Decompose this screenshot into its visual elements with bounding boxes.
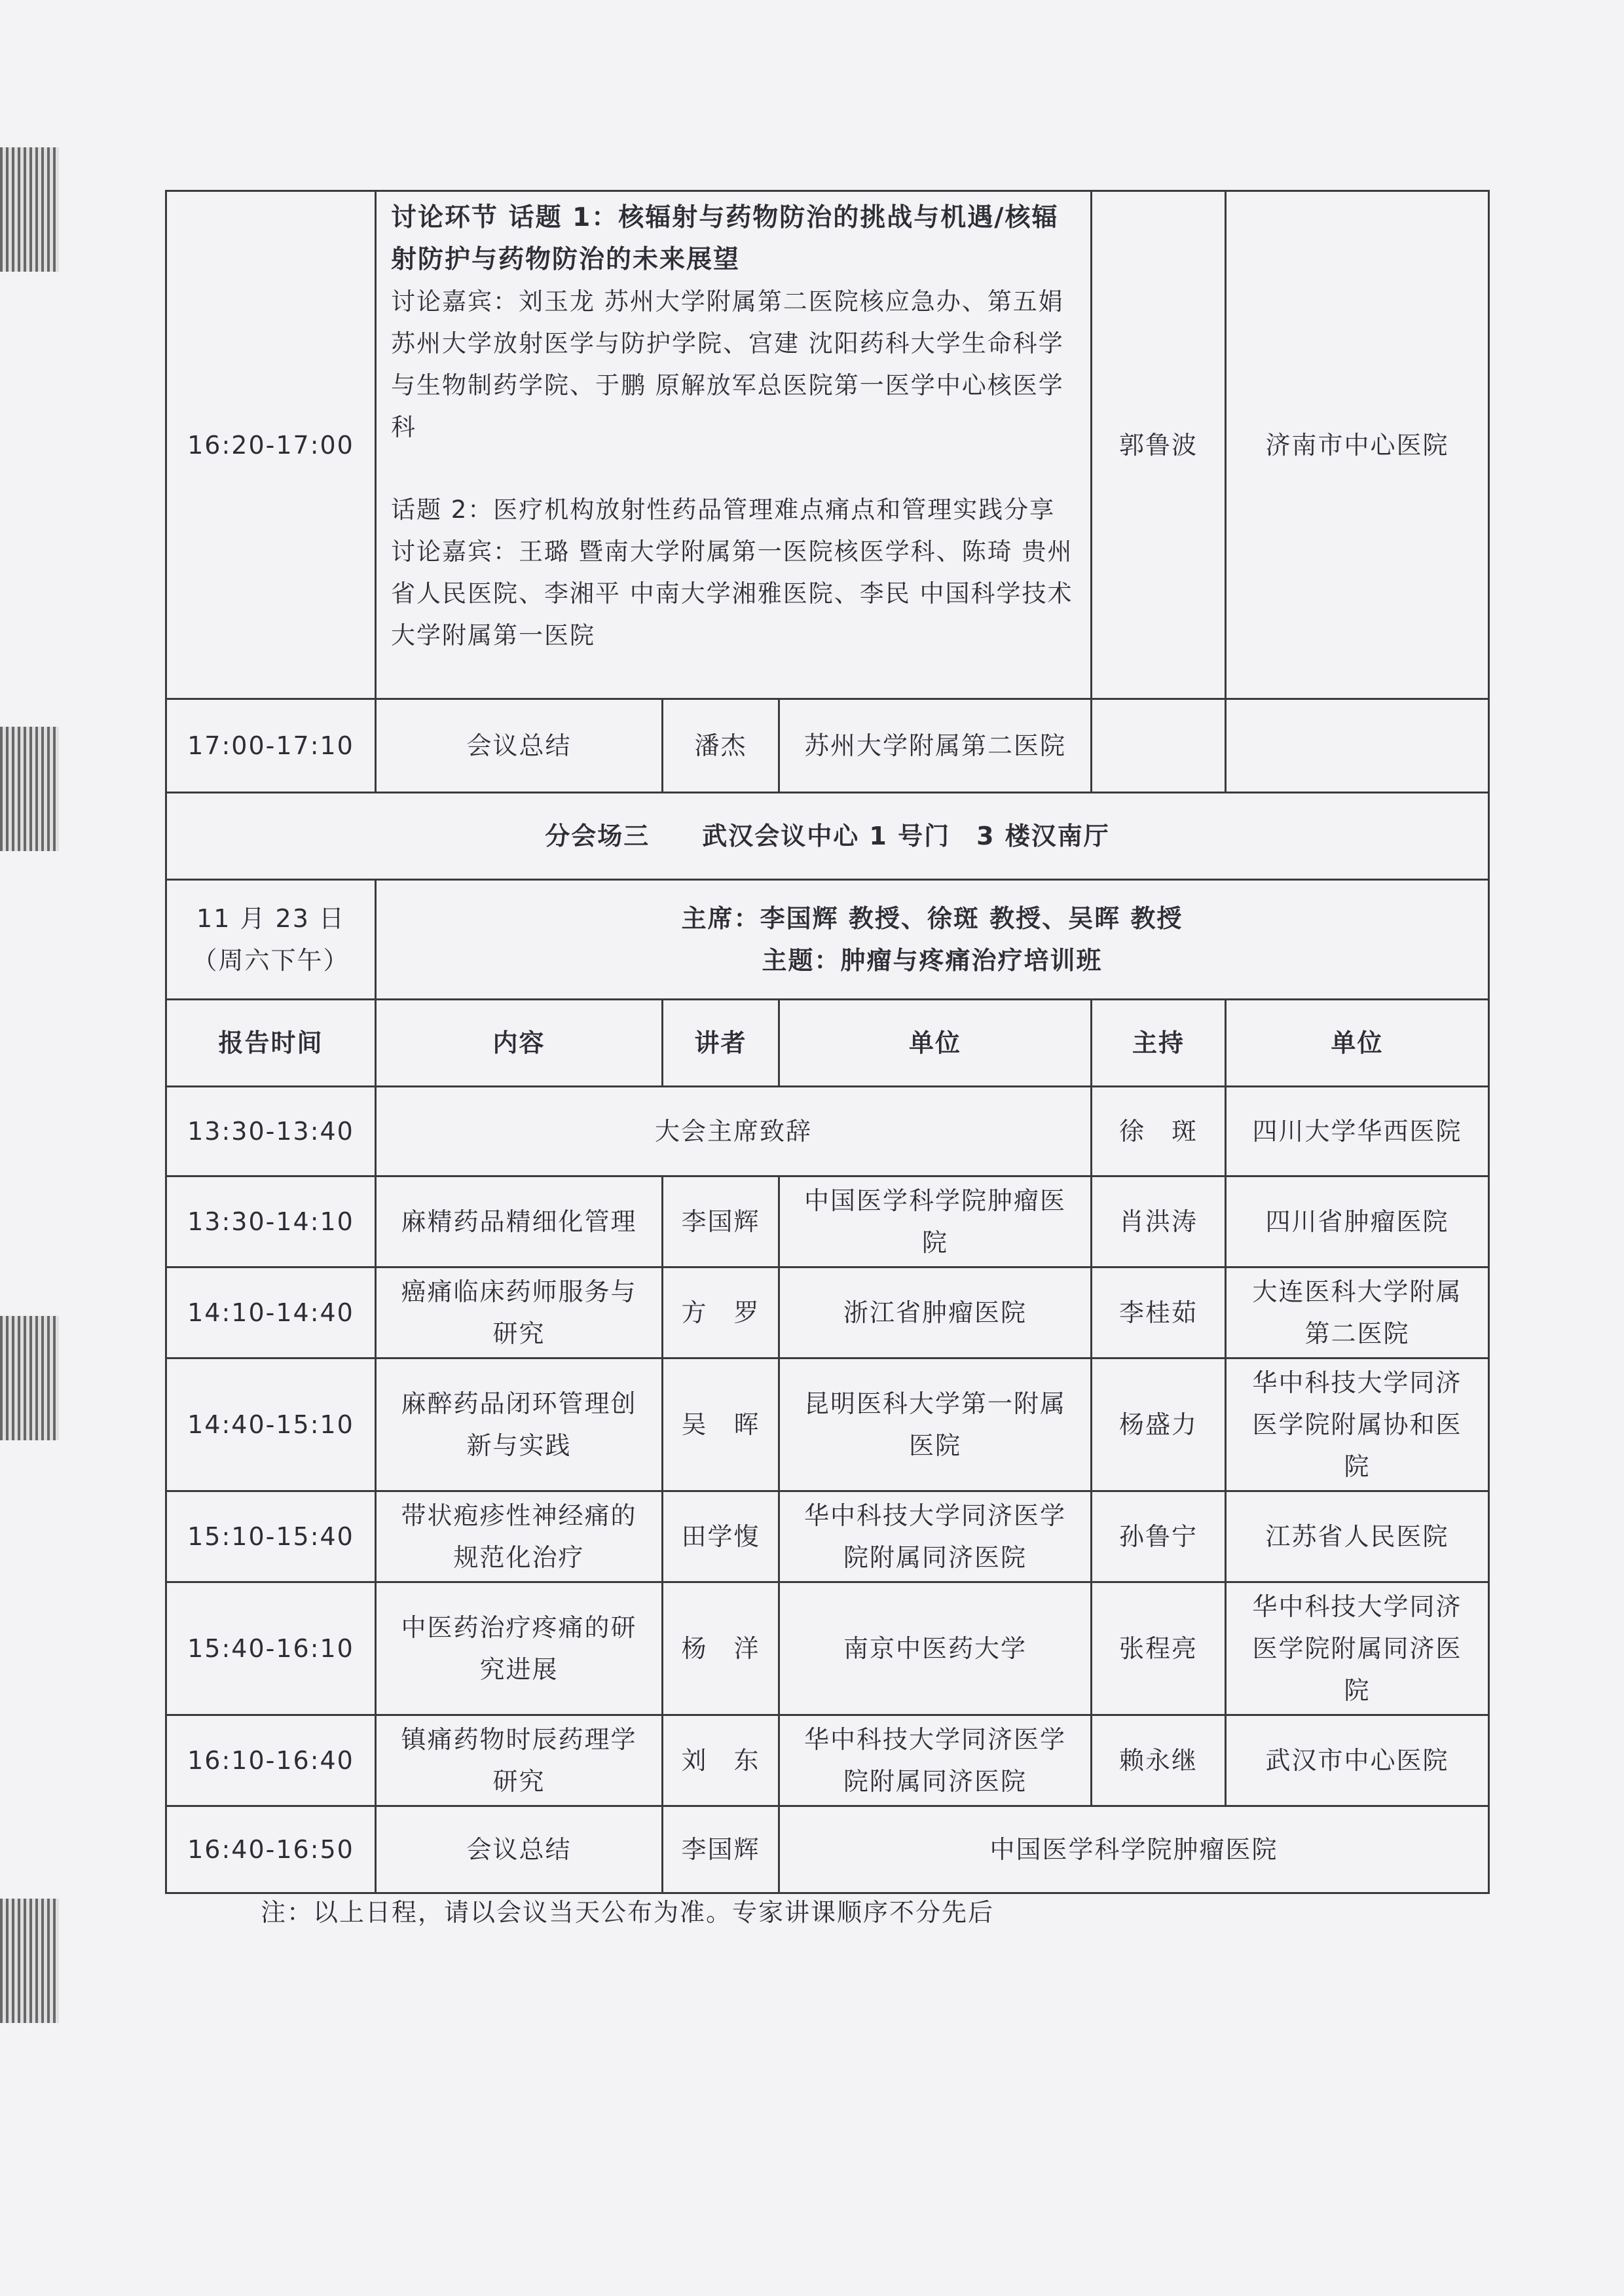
session-theme: 主题：肿瘤与疼痛治疗培训班	[762, 946, 1103, 975]
unit-cell: 华中科技大学同济医学院附属同济医院	[779, 1491, 1092, 1582]
content-cell: 麻醉药品闭环管理创新与实践	[376, 1358, 663, 1491]
schedule-table	[165, 190, 1490, 1894]
scan-artifact	[0, 1899, 59, 2023]
speaker-cell: 方 罗	[663, 1267, 779, 1358]
host-unit-cell: 武汉市中心医院	[1226, 1715, 1489, 1806]
time-cell: 13:30-14:10	[166, 1176, 376, 1267]
time-cell: 16:20-17:00	[166, 191, 376, 699]
host-cell: 李桂茹	[1092, 1267, 1226, 1358]
host-unit-cell: 四川省肿瘤医院	[1226, 1176, 1489, 1267]
unit-cell: 浙江省肿瘤医院	[779, 1267, 1092, 1358]
content-cell: 中医药治疗疼痛的研究进展	[376, 1582, 663, 1715]
topic-2-guests: 讨论嘉宾：王璐 暨南大学附属第一医院核医学科、陈琦 贵州省人民医院、李湘平 中南大学湘雅医院、李民 中国科学技术大学附属第一医院	[391, 538, 1073, 649]
content-cell: 大会主席致辞	[376, 1087, 1092, 1176]
table-row	[166, 1267, 1489, 1358]
unit-cell: 昆明医科大学第一附属医院	[779, 1358, 1092, 1491]
time-cell: 16:40-16:50	[166, 1806, 376, 1893]
host-unit-cell: 四川大学华西医院	[1226, 1087, 1489, 1176]
host-unit-cell	[1226, 699, 1489, 793]
topic-2-title: 话题 2：医疗机构放射性药品管理难点痛点和管理实践分享	[391, 496, 1056, 524]
speaker-cell: 潘杰	[663, 699, 779, 793]
host-cell	[1092, 699, 1226, 793]
session-header: 分会场三 武汉会议中心 1 号门 3 楼汉南厅	[166, 793, 1489, 880]
speaker-cell: 李国辉	[663, 1806, 779, 1893]
table-row	[166, 1582, 1489, 1715]
date-cell	[166, 880, 376, 1000]
content-cell: 会议总结	[376, 1806, 663, 1893]
session-period: （周六下午）	[192, 946, 350, 975]
unit-cell: 华中科技大学同济医学院附属同济医院	[779, 1715, 1092, 1806]
time-cell: 14:40-15:10	[166, 1358, 376, 1491]
session-date: 11 月 23 日	[196, 904, 345, 933]
host-cell: 赖永继	[1092, 1715, 1226, 1806]
session-chairs: 主席：李国辉 教授、徐斑 教授、吴晖 教授	[681, 904, 1183, 933]
host-cell: 张程亮	[1092, 1582, 1226, 1715]
table-row	[166, 1087, 1489, 1176]
content-cell: 麻精药品精细化管理	[376, 1176, 663, 1267]
host-unit-cell: 华中科技大学同济医学院附属协和医院	[1226, 1358, 1489, 1491]
host-unit-cell: 华中科技大学同济医学院附属同济医院	[1226, 1582, 1489, 1715]
time-cell: 17:00-17:10	[166, 699, 376, 793]
session-header-row	[166, 793, 1489, 880]
column-header: 报告时间	[166, 1000, 376, 1087]
host-cell: 孙鲁宁	[1092, 1491, 1226, 1582]
unit-cell: 中国医学科学院肿瘤医院	[779, 1806, 1489, 1893]
time-cell: 14:10-14:40	[166, 1267, 376, 1358]
table-row	[166, 1176, 1489, 1267]
scan-artifact	[0, 147, 59, 272]
column-header: 单位	[779, 1000, 1092, 1087]
speaker-cell: 吴 晖	[663, 1358, 779, 1491]
summary-row	[166, 699, 1489, 793]
table-row	[166, 1806, 1489, 1893]
footnote: 注：以上日程，请以会议当天公布为准。专家讲课顺序不分先后	[261, 1898, 995, 1927]
column-header: 单位	[1226, 1000, 1489, 1087]
chairs-cell	[376, 880, 1489, 1000]
column-header: 主持	[1092, 1000, 1226, 1087]
topic-1-title: 讨论环节 话题 1：核辐射与药物防治的挑战与机遇/核辐射防护与药物防治的未来展望	[391, 203, 1059, 274]
host-cell: 郭鲁波	[1092, 191, 1226, 699]
host-cell: 肖洪涛	[1092, 1176, 1226, 1267]
speaker-cell: 杨 洋	[663, 1582, 779, 1715]
content-cell: 会议总结	[376, 699, 663, 793]
table-row	[166, 1491, 1489, 1582]
unit-cell: 苏州大学附属第二医院	[779, 699, 1092, 793]
speaker-cell: 李国辉	[663, 1176, 779, 1267]
table-row	[166, 1358, 1489, 1491]
time-cell: 15:10-15:40	[166, 1491, 376, 1582]
scan-artifact	[0, 1316, 59, 1440]
content-cell: 癌痛临床药师服务与研究	[376, 1267, 663, 1358]
content-cell: 镇痛药物时辰药理学研究	[376, 1715, 663, 1806]
host-unit-cell: 济南市中心医院	[1226, 191, 1489, 699]
host-cell: 杨盛力	[1092, 1358, 1226, 1491]
table-header-row	[166, 1000, 1489, 1087]
host-unit-cell: 江苏省人民医院	[1226, 1491, 1489, 1582]
time-cell: 16:10-16:40	[166, 1715, 376, 1806]
unit-cell: 中国医学科学院肿瘤医院	[779, 1176, 1092, 1267]
topic-1-guests: 讨论嘉宾：刘玉龙 苏州大学附属第二医院核应急办、第五娟 苏州大学放射医学与防护学院、宫建 沈阳药科大学生命科学与生物制药学院、于鹏 原解放军总医院第一医学中心核医学科	[391, 287, 1064, 441]
time-cell: 13:30-13:40	[166, 1087, 376, 1176]
column-header: 内容	[376, 1000, 663, 1087]
discussion-cell	[376, 191, 1092, 699]
speaker-cell: 田学愎	[663, 1491, 779, 1582]
host-cell: 徐 斑	[1092, 1087, 1226, 1176]
host-unit-cell: 大连医科大学附属第二医院	[1226, 1267, 1489, 1358]
discussion-row	[166, 191, 1489, 699]
table-row	[166, 1715, 1489, 1806]
speaker-cell: 刘 东	[663, 1715, 779, 1806]
column-header: 讲者	[663, 1000, 779, 1087]
scan-artifact	[0, 727, 59, 851]
unit-cell: 南京中医药大学	[779, 1582, 1092, 1715]
content-cell: 带状疱疹性神经痛的规范化治疗	[376, 1491, 663, 1582]
time-cell: 15:40-16:10	[166, 1582, 376, 1715]
session-info-row	[166, 880, 1489, 1000]
